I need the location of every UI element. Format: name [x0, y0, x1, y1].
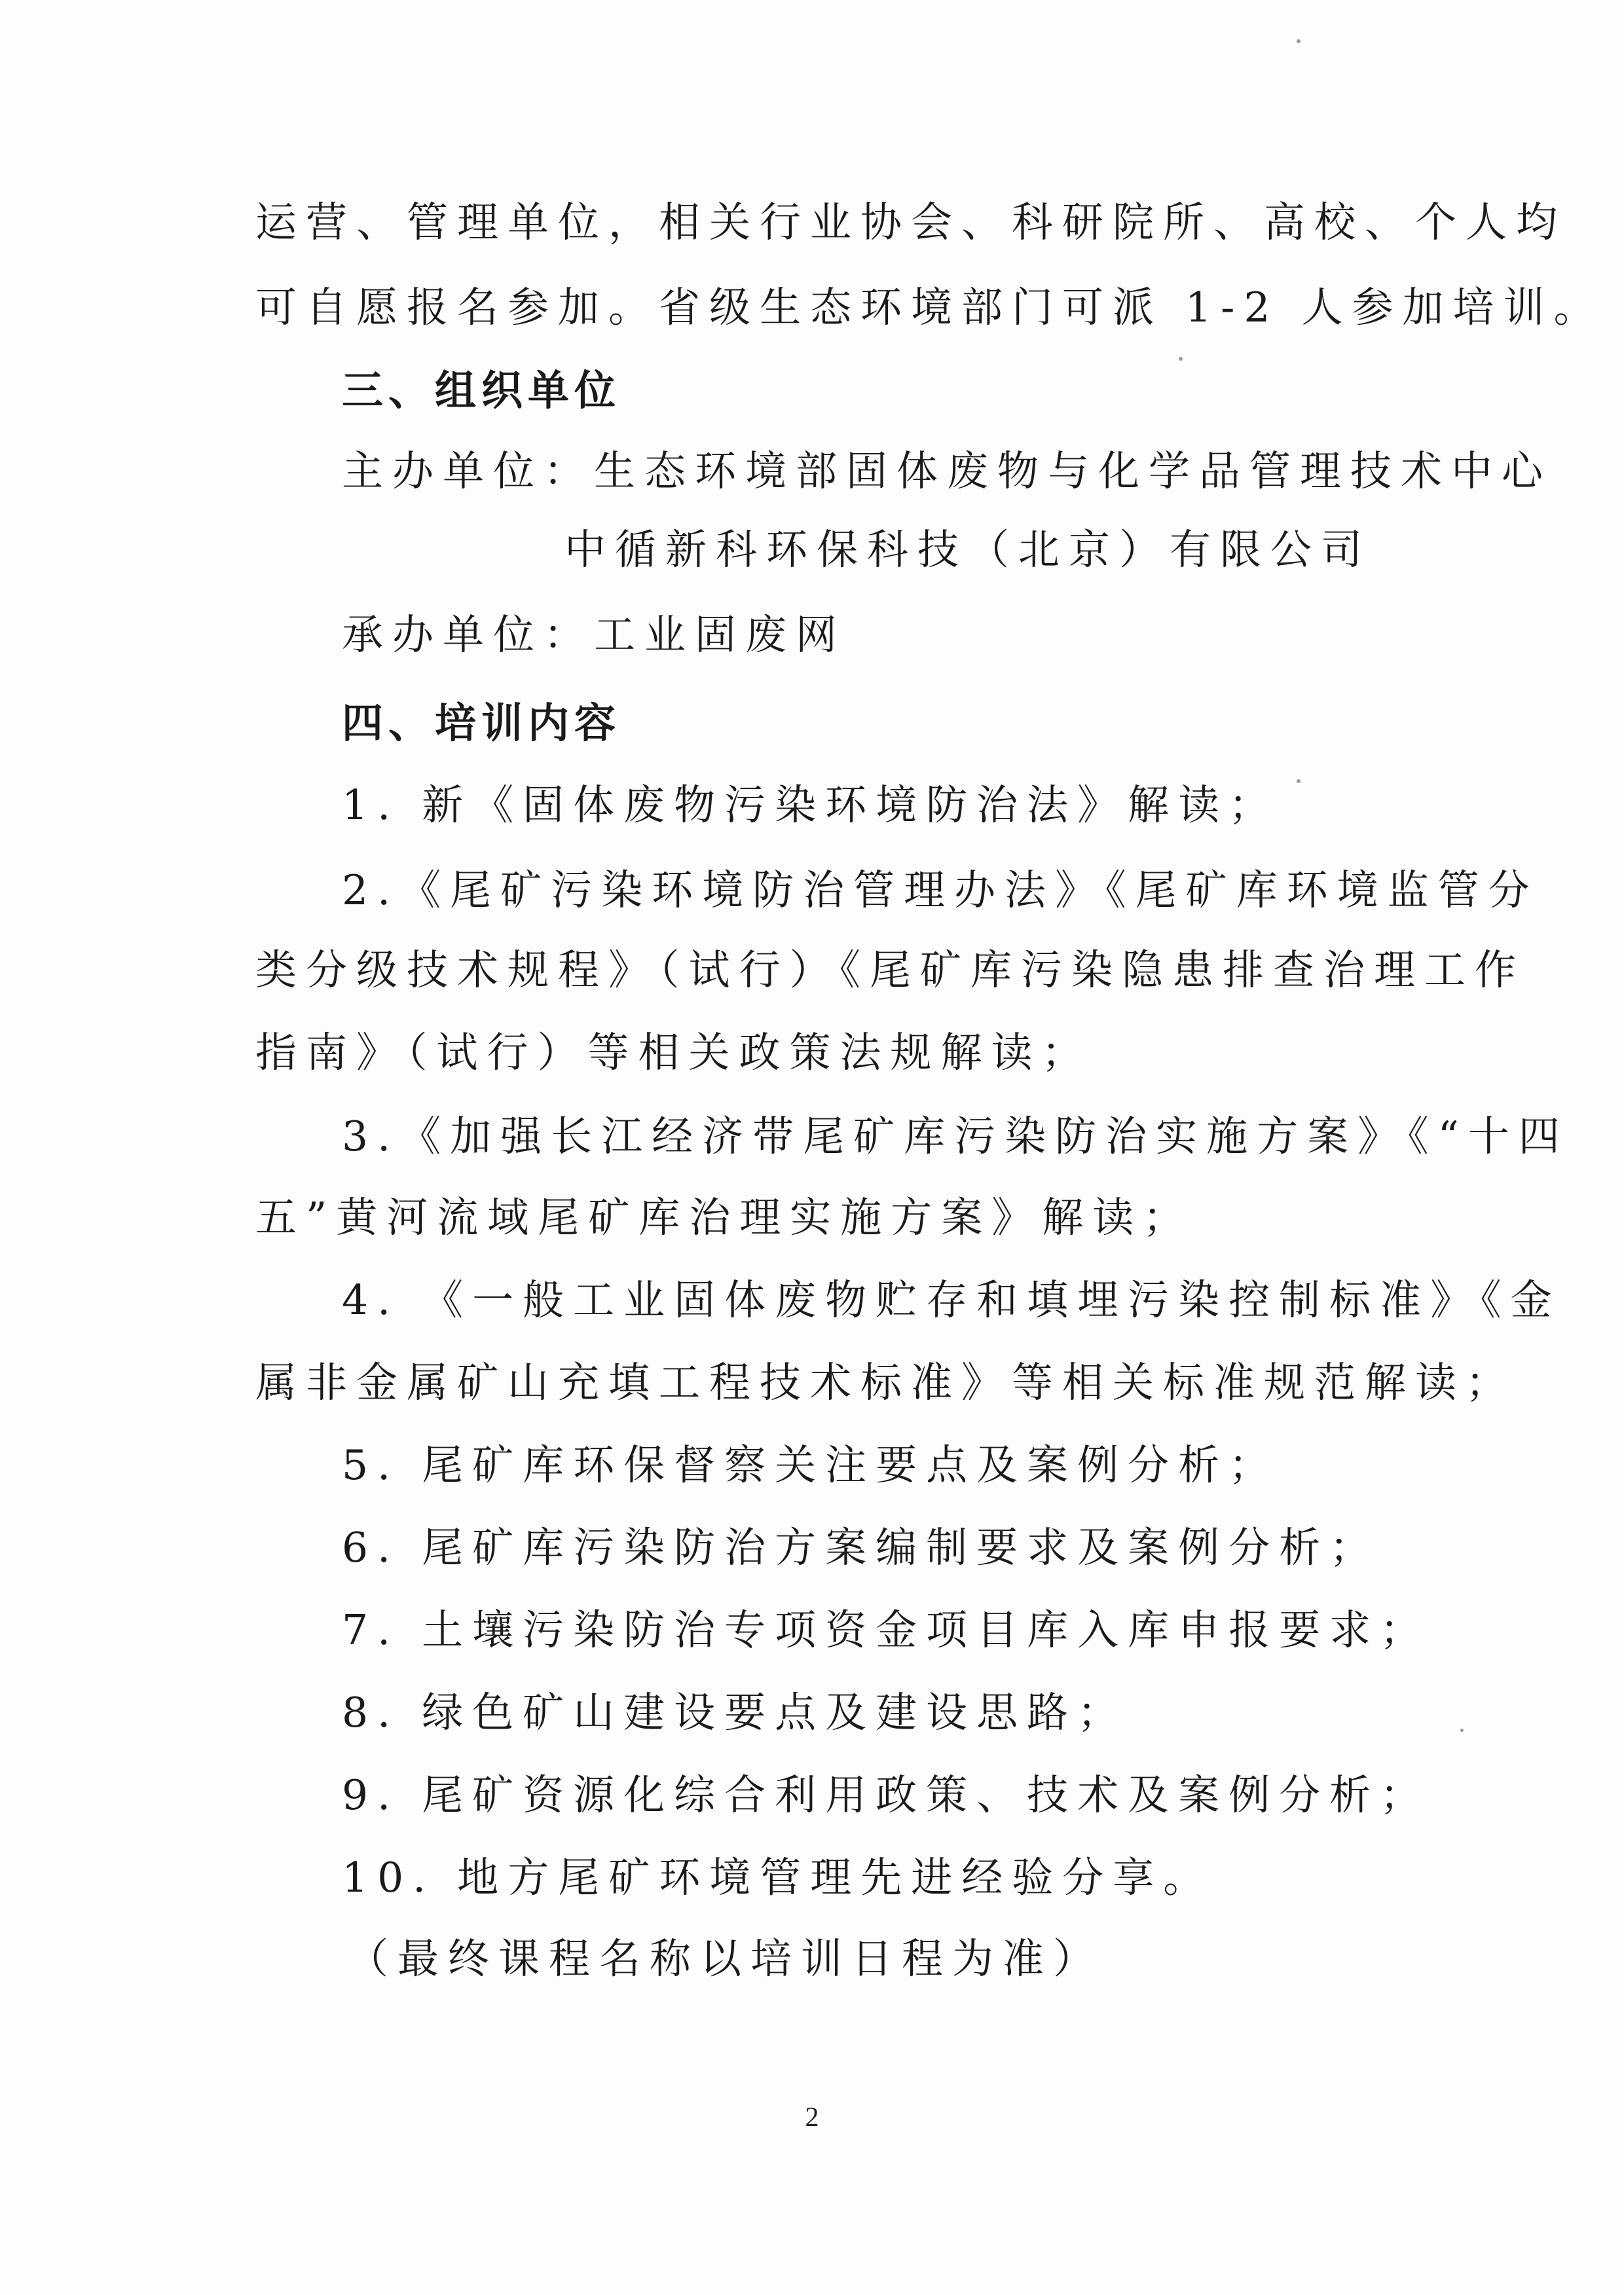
scan-speck	[1460, 1729, 1464, 1732]
content-line: 8. 绿色矿山建设要点及建设思路；	[342, 1689, 1128, 1736]
content-line: 3.《加强长江经济带尾矿库污染防治实施方案》《“十四	[342, 1112, 1569, 1160]
content-line: 6. 尾矿库污染防治方案编制要求及案例分析；	[342, 1524, 1380, 1571]
content-line: 5. 尾矿库环保督察关注要点及案例分析；	[342, 1441, 1280, 1489]
scan-speck	[1297, 39, 1301, 43]
section-heading: 三、组织单位	[342, 366, 621, 414]
content-line: 9. 尾矿资源化综合利用政策、技术及案例分析；	[342, 1771, 1431, 1819]
content-line: 五”黄河流域尾矿库治理实施方案》解读；	[255, 1194, 1194, 1241]
note-line: （最终课程名称以培训日程为准）	[347, 1935, 1103, 1983]
host-line: 承办单位：工业固废网	[342, 611, 846, 659]
content-line: 类分级技术规程》（试行）《尾矿库污染隐患排查治理工作	[255, 946, 1525, 994]
content-line: 1. 新《固体废物污染环境防治法》解读；	[342, 781, 1280, 829]
scan-speck	[1179, 357, 1183, 361]
content-line: 10. 地方尾矿环境管理先进经验分享。	[342, 1854, 1214, 1901]
section-heading: 四、培训内容	[342, 699, 621, 747]
paragraph-line: 可自愿报名参加。省级生态环境部门可派 1-2 人参加培训。	[255, 284, 1604, 331]
content-line: 7. 土壤污染防治专项资金项目库入库申报要求；	[342, 1606, 1431, 1654]
organizer-line: 主办单位：生态环境部固体废物与化学品管理技术中心	[342, 447, 1552, 495]
paragraph-line: 运营、管理单位，相关行业协会、科研院所、高校、个人均	[255, 198, 1566, 246]
organizer-line: 中循新科环保科技（北京）有限公司	[564, 526, 1371, 574]
content-line: 4. 《一般工业固体废物贮存和填埋污染控制标准》《金	[342, 1276, 1561, 1324]
content-line: 2.《尾矿污染环境防治管理办法》《尾矿库环境监管分	[342, 866, 1539, 914]
page-number: 2	[805, 2102, 819, 2133]
content-line: 指南》（试行）等相关政策法规解读；	[255, 1029, 1092, 1076]
content-line: 属非金属矿山充填工程技术标准》等相关标准规范解读；	[255, 1359, 1516, 1406]
scan-speck	[1297, 779, 1301, 783]
